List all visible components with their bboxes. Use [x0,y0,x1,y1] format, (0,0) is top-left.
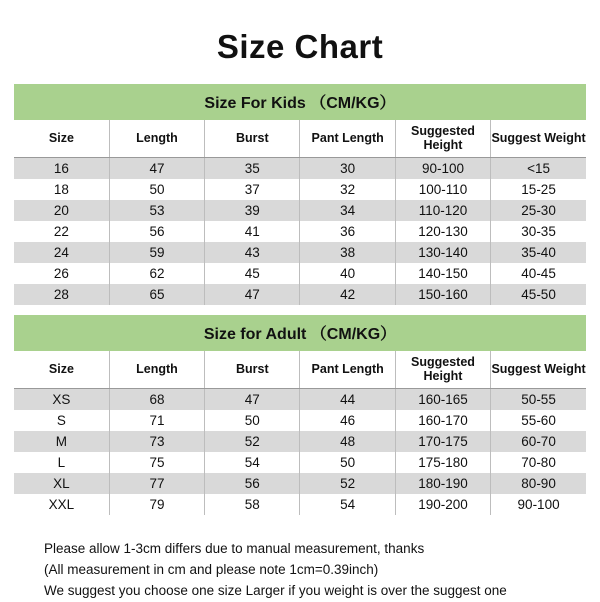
kids-col-length: Length [109,120,204,158]
cell-size: XL [14,473,109,494]
cell-suggest-weight: 50-55 [491,389,586,411]
adult-col-length: Length [109,351,204,389]
cell-size: XS [14,389,109,411]
table-row [14,179,586,200]
cell-size: 22 [14,221,109,242]
table-row [14,452,586,473]
cell-length: 71 [109,410,204,431]
cell-suggested-height: 110-120 [395,200,490,221]
cell-suggested-height: 190-200 [395,494,490,515]
table-row [14,389,586,411]
cell-length: 73 [109,431,204,452]
cell-length: 56 [109,221,204,242]
cell-suggested-height: 100-110 [395,179,490,200]
cell-pant-length: 30 [300,158,395,180]
cell-burst: 45 [205,263,300,284]
cell-pant-length: 36 [300,221,395,242]
cell-suggested-height: 120-130 [395,221,490,242]
kids-column-header-row [14,120,586,158]
cell-size: 16 [14,158,109,180]
cell-suggest-weight: 70-80 [491,452,586,473]
adult-section-header-row [14,315,586,351]
cell-burst: 47 [205,389,300,411]
adult-section-label: Size for Adult （CM/KG） [14,315,586,351]
cell-suggested-height: 130-140 [395,242,490,263]
cell-length: 75 [109,452,204,473]
adult-column-header-row [14,351,586,389]
cell-pant-length: 34 [300,200,395,221]
note-line-3: We suggest you choose one size Larger if you weight is over the suggest one [44,582,507,598]
cell-pant-length: 40 [300,263,395,284]
cell-size: 26 [14,263,109,284]
cell-suggested-height: 175-180 [395,452,490,473]
kids-size-table-wrapper [14,84,586,305]
cell-suggest-weight: 25-30 [491,200,586,221]
kids-col-suggested-height: Suggested Height [395,120,490,158]
notes-block [14,539,586,602]
table-row [14,242,586,263]
cell-size: XXL [14,494,109,515]
cell-suggested-height: 140-150 [395,263,490,284]
kids-col-pant-length: Pant Length [300,120,395,158]
cell-size: 24 [14,242,109,263]
cell-suggested-height: 170-175 [395,431,490,452]
kids-section-label: Size For Kids （CM/KG） [14,84,586,120]
adult-col-suggest-weight: Suggest Weight [491,351,586,389]
kids-col-burst: Burst [205,120,300,158]
cell-length: 53 [109,200,204,221]
adult-col-burst: Burst [205,351,300,389]
cell-burst: 47 [205,284,300,305]
cell-pant-length: 44 [300,389,395,411]
cell-length: 79 [109,494,204,515]
cell-burst: 52 [205,431,300,452]
cell-pant-length: 38 [300,242,395,263]
page-title: Size Chart [216,28,384,65]
cell-size: M [14,431,109,452]
cell-burst: 37 [205,179,300,200]
cell-pant-length: 54 [300,494,395,515]
cell-burst: 58 [205,494,300,515]
adult-col-suggested-height: Suggested Height [395,351,490,389]
adult-size-table [14,315,586,515]
cell-pant-length: 42 [300,284,395,305]
cell-pant-length: 48 [300,431,395,452]
kids-section-header-row [14,84,586,120]
cell-suggest-weight: 80-90 [491,473,586,494]
cell-pant-length: 50 [300,452,395,473]
cell-burst: 41 [205,221,300,242]
cell-suggested-height: 160-165 [395,389,490,411]
cell-burst: 43 [205,242,300,263]
table-row [14,200,586,221]
cell-length: 68 [109,389,204,411]
table-row [14,410,586,431]
table-row [14,158,586,180]
cell-length: 50 [109,179,204,200]
cell-burst: 39 [205,200,300,221]
kids-col-suggest-weight: Suggest Weight [491,120,586,158]
cell-burst: 35 [205,158,300,180]
cell-size: 28 [14,284,109,305]
cell-length: 77 [109,473,204,494]
cell-pant-length: 52 [300,473,395,494]
adult-size-table-wrapper [14,315,586,515]
kids-col-size: Size [14,120,109,158]
table-row [14,221,586,242]
cell-length: 65 [109,284,204,305]
cell-burst: 56 [205,473,300,494]
cell-burst: 50 [205,410,300,431]
table-row [14,494,586,515]
adult-col-size: Size [14,351,109,389]
cell-suggested-height: 160-170 [395,410,490,431]
cell-size: 18 [14,179,109,200]
cell-suggested-height: 90-100 [395,158,490,180]
cell-length: 47 [109,158,204,180]
cell-suggest-weight: 60-70 [491,431,586,452]
cell-suggest-weight: 30-35 [491,221,586,242]
cell-pant-length: 46 [300,410,395,431]
cell-size: S [14,410,109,431]
table-row [14,473,586,494]
note-line-2: (All measurement in cm and please note 1cm=0.39inch) [44,561,379,577]
cell-suggest-weight: 15-25 [491,179,586,200]
cell-length: 59 [109,242,204,263]
cell-pant-length: 32 [300,179,395,200]
cell-suggest-weight: 35-40 [491,242,586,263]
cell-suggest-weight: 40-45 [491,263,586,284]
cell-size: L [14,452,109,473]
cell-suggest-weight: 45-50 [491,284,586,305]
cell-suggested-height: 180-190 [395,473,490,494]
adult-col-pant-length: Pant Length [300,351,395,389]
kids-size-table [14,84,586,305]
table-row [14,263,586,284]
cell-suggest-weight: 55-60 [491,410,586,431]
table-row [14,284,586,305]
cell-suggest-weight: 90-100 [491,494,586,515]
table-row [14,431,586,452]
cell-size: 20 [14,200,109,221]
cell-suggested-height: 150-160 [395,284,490,305]
cell-length: 62 [109,263,204,284]
note-line-1: Please allow 1-3cm differs due to manual measurement, thanks [44,541,425,556]
cell-burst: 54 [205,452,300,473]
cell-suggest-weight: <15 [491,158,586,180]
